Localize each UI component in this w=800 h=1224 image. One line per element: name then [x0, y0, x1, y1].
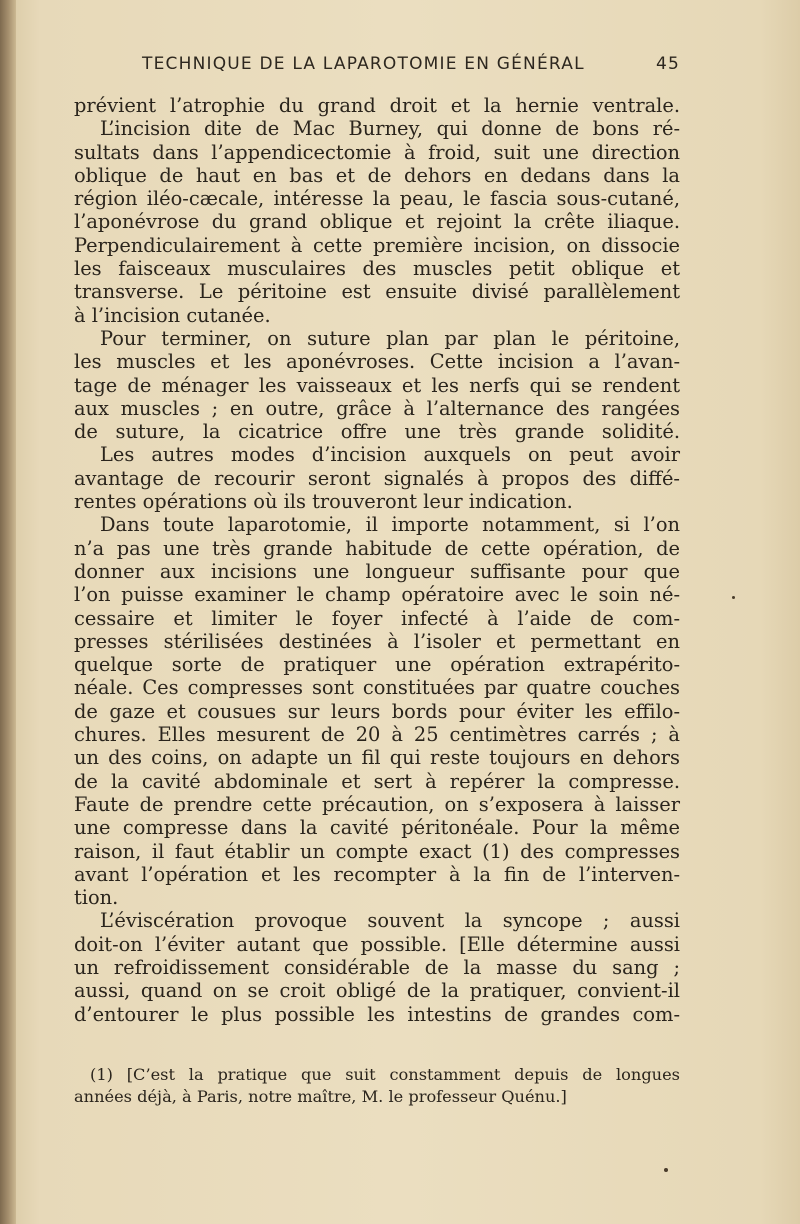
text-line: région iléo-cæcale, intéresse la peau, le fascia sous-cutané, [74, 187, 680, 211]
page-binding-shadow [0, 0, 16, 1224]
text-line: cessaire et limiter le foyer infecté à l’aide de com- [74, 606, 680, 630]
text-line: de gaze et cousues sur leurs bords pour éviter les effilo- [74, 699, 680, 723]
text-line: avant l’opération et les recompter à la fin de l’interven- [74, 862, 680, 886]
text-line: néale. Ces compresses sont constituées par quatre couches [74, 676, 680, 700]
text-line: Faute de prendre cette précaution, on s’exposera à laisser [74, 792, 680, 816]
text-line: quelque sorte de pratiquer une opération extrapérito- [74, 653, 680, 677]
footnote-line: (1) [C’est la pratique que suit constamment depuis de longues [90, 1065, 680, 1084]
text-line: d’entourer le plus possible les intestins de grandes com- [74, 1002, 680, 1026]
text-line: doit-on l’éviter autant que possible. [Elle détermine aussi [74, 932, 680, 956]
text-line: les muscles et les aponévroses. Cette incision a l’avan- [74, 350, 680, 374]
text-line: Pour terminer, on suture plan par plan le péritoine, [100, 326, 680, 350]
text-line: aux muscles ; en outre, grâce à l’alternance des rangées [74, 396, 680, 420]
running-header [74, 54, 680, 80]
text-line: un refroidissement considérable de la masse du sang ; [74, 955, 680, 979]
text-line: sultats dans l’appendicectomie à froid, suit une direction [74, 140, 680, 164]
text-line: transverse. Le péritoine est ensuite divisé parallèlement [74, 280, 680, 304]
text-line: oblique de haut en bas et de dehors en dedans dans la [74, 163, 680, 187]
text-line: rentes opérations où ils trouveront leur indication. [74, 490, 573, 514]
paper-speck [664, 1168, 668, 1172]
text-line: prévient l’atrophie du grand droit et la hernie ventrale. [74, 94, 680, 117]
text-line: tion. [74, 886, 119, 910]
footnote-line: années déjà, à Paris, notre maître, M. le professeur Quénu.] [74, 1087, 567, 1106]
text-line: Perpendiculairement à cette première incision, on dissocie [74, 233, 680, 257]
text-line: aussi, quand on se croit obligé de la pratiquer, convient-il [74, 979, 680, 1003]
body-text [74, 94, 680, 1026]
page-number: 45 [655, 54, 680, 74]
text-line: tage de ménager les vaisseaux et les nerfs qui se rendent [74, 373, 680, 397]
text-line: l’aponévrose du grand oblique et rejoint la crête iliaque. [74, 210, 680, 234]
text-line: presses stérilisées destinées à l’isoler et permettant en [74, 629, 680, 653]
running-title: TECHNIQUE DE LA LAPAROTOMIE EN GÉNÉRAL [142, 54, 585, 74]
text-line: de la cavité abdominale et sert à repérer la compresse. [74, 769, 680, 793]
text-line: raison, il faut établir un compte exact (1) des compresses [74, 839, 680, 863]
text-line: donner aux incisions une longueur suffisante pour que [74, 559, 680, 583]
text-line: L’éviscération provoque souvent la syncope ; aussi [100, 909, 680, 933]
text-line: Dans toute laparotomie, il importe notamment, si l’on [100, 513, 680, 537]
text-line: à l’incision cutanée. [74, 303, 271, 327]
text-line: chures. Elles mesurent de 20 à 25 centimètres carrés ; à [74, 723, 680, 747]
footnote [74, 1064, 680, 1108]
text-line: les faisceaux musculaires des muscles petit oblique et [74, 257, 680, 281]
text-line: l’on puisse examiner le champ opératoire avec le soin né- [74, 583, 680, 607]
text-line: avantage de recourir seront signalés à propos des diffé- [74, 466, 680, 490]
text-line: un des coins, on adapte un fil qui reste toujours en dehors [74, 746, 680, 770]
text-line: L’incision dite de Mac Burney, qui donne de bons ré- [100, 117, 680, 141]
text-line: n’a pas une très grande habitude de cette opération, de [74, 536, 680, 560]
paper-speck [732, 596, 735, 599]
text-line: de suture, la cicatrice offre une très grande solidité. [74, 420, 680, 444]
text-line: une compresse dans la cavité péritonéale. Pour la même [74, 816, 680, 840]
text-line: Les autres modes d’incision auxquels on peut avoir [100, 443, 680, 467]
